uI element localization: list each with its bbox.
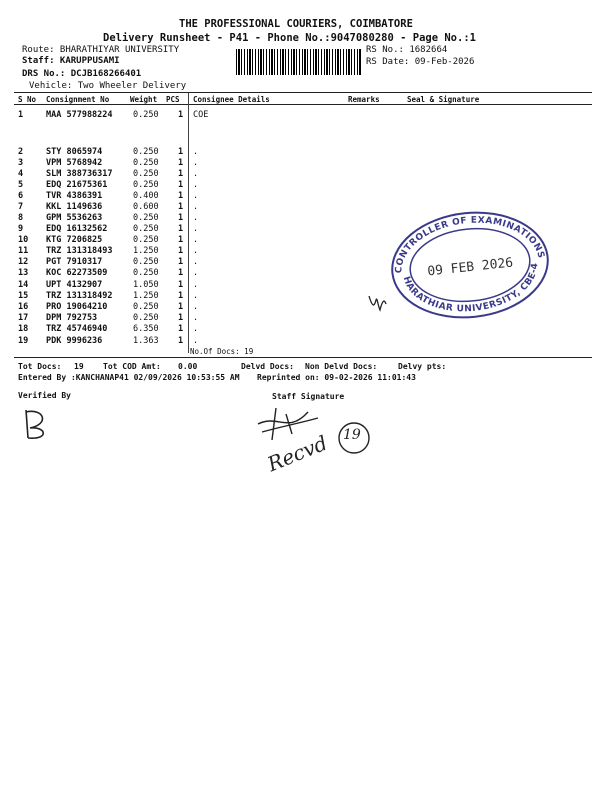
row-weight: 6.350 xyxy=(133,324,159,334)
table-row xyxy=(0,180,600,191)
row-weight: 1.250 xyxy=(133,291,159,301)
row-consignment: KOC 62273509 xyxy=(46,268,108,278)
row-sno: 7 xyxy=(18,202,24,212)
table-row xyxy=(0,191,600,202)
row-details: . xyxy=(193,191,199,201)
row-details: . xyxy=(193,257,199,267)
row-sno: 2 xyxy=(18,147,24,157)
stamp-date: 09 FEB 2026 xyxy=(426,255,514,280)
entered-by: Entered By :KANCHANAP41 02/09/2026 10:53:55 AM xyxy=(18,373,240,382)
row-pcs: 1 xyxy=(178,169,184,179)
drs-number: DRS No.: DCJB168266401 xyxy=(22,69,142,79)
row-weight: 0.250 xyxy=(133,313,159,323)
non-delvd-docs-label: Non Delvd Docs: xyxy=(305,362,378,371)
row-pcs: 1 xyxy=(178,291,184,301)
vehicle-label: Vehicle: Two Wheeler Delivery xyxy=(29,81,187,91)
row-weight: 1.050 xyxy=(133,280,159,290)
handwritten-count: 19 xyxy=(343,427,361,443)
table-row xyxy=(0,336,600,347)
row-weight: 0.250 xyxy=(133,110,159,120)
row-weight: 0.250 xyxy=(133,213,159,223)
row-details: COE xyxy=(193,110,209,120)
col-seal: Seal & Signature xyxy=(407,95,480,104)
row-consignment: MAA 577988224 xyxy=(46,110,113,120)
row-pcs: 1 xyxy=(178,280,184,290)
tot-docs-value: 19 xyxy=(74,362,84,371)
row-weight: 1.363 xyxy=(133,336,159,346)
row-sno: 15 xyxy=(18,291,29,301)
barcode xyxy=(236,49,362,75)
stamp-bottom-text: BHARATHIAR UNIVERSITY, CBE-46 xyxy=(400,262,541,315)
row-pcs: 1 xyxy=(178,180,184,190)
row-consignment: PRO 19064210 xyxy=(46,302,108,312)
row-pcs: 1 xyxy=(178,110,184,120)
row-weight: 0.250 xyxy=(133,180,159,190)
row-details: . xyxy=(193,224,199,234)
row-pcs: 1 xyxy=(178,257,184,267)
row-sno: 6 xyxy=(18,191,24,201)
row-weight: 1.250 xyxy=(133,246,159,256)
row-weight: 0.250 xyxy=(133,302,159,312)
row-pcs: 1 xyxy=(178,313,184,323)
row-sno: 17 xyxy=(18,313,29,323)
row-consignment: TRZ 131318493 xyxy=(46,246,113,256)
row-sno: 10 xyxy=(18,235,29,245)
tot-docs-label: Tot Docs: xyxy=(18,362,62,371)
row-pcs: 1 xyxy=(178,147,184,157)
row-details: . xyxy=(193,336,199,346)
row-pcs: 1 xyxy=(178,246,184,256)
row-consignment: PDK 9996236 xyxy=(46,336,103,346)
row-pcs: 1 xyxy=(178,213,184,223)
row-consignment: GPM 5536263 xyxy=(46,213,103,223)
row-details: . xyxy=(193,169,199,179)
col-sno: S No xyxy=(18,95,37,104)
row-pcs: 1 xyxy=(178,235,184,245)
row-details: . xyxy=(193,202,199,212)
row-sno: 5 xyxy=(18,180,24,190)
rs-number: RS No.: 1682664 xyxy=(366,45,448,55)
row-consignment: KKL 1149636 xyxy=(46,202,103,212)
row-sno: 4 xyxy=(18,169,24,179)
header-bottom-rule xyxy=(14,104,592,105)
row-details: . xyxy=(193,180,199,190)
row-weight: 0.250 xyxy=(133,158,159,168)
row-weight: 0.400 xyxy=(133,191,159,201)
row-consignment: DPM 792753 xyxy=(46,313,98,323)
row-consignment: EDQ 16132562 xyxy=(46,224,108,234)
col-consignee: Consignee Details xyxy=(193,95,270,104)
row-weight: 0.250 xyxy=(133,235,159,245)
row-details: . xyxy=(193,147,199,157)
row-pcs: 1 xyxy=(178,268,184,278)
row-weight: 0.250 xyxy=(133,268,159,278)
row-consignment: UPT 4132907 xyxy=(46,280,103,290)
row-consignment: TRZ 45746940 xyxy=(46,324,108,334)
row-weight: 0.250 xyxy=(133,257,159,267)
no-of-docs: No.Of Docs: 19 xyxy=(190,347,254,356)
row-sno: 14 xyxy=(18,280,29,290)
row-pcs: 1 xyxy=(178,224,184,234)
row-details: . xyxy=(193,302,199,312)
table-row xyxy=(0,169,600,180)
tot-cod-value: 0.00 xyxy=(178,362,198,371)
row-sno: 1 xyxy=(18,110,24,120)
row-weight: 0.250 xyxy=(133,224,159,234)
row-sno: 16 xyxy=(18,302,29,312)
handwritten-received: Recvd xyxy=(264,430,331,477)
row-pcs: 1 xyxy=(178,336,184,346)
row-sno: 13 xyxy=(18,268,29,278)
row-details: . xyxy=(193,280,199,290)
col-consignment: Consignment No xyxy=(46,95,110,104)
row-consignment: TVR 4386391 xyxy=(46,191,103,201)
row-weight: 0.250 xyxy=(133,169,159,179)
row-weight: 0.600 xyxy=(133,202,159,212)
row-sno: 9 xyxy=(18,224,24,234)
table-row xyxy=(0,158,600,169)
tot-cod-label: Tot COD Amt: xyxy=(103,362,161,371)
initials-scribble xyxy=(366,290,390,316)
row-sno: 12 xyxy=(18,257,29,267)
row-details: . xyxy=(193,246,199,256)
row-consignment: TRZ 131318492 xyxy=(46,291,113,301)
row-details: . xyxy=(193,313,199,323)
row-sno: 18 xyxy=(18,324,29,334)
runsheet-subtitle: Delivery Runsheet - P41 - Phone No.:9047080280 - Page No.:1 xyxy=(103,32,476,44)
table-bottom-rule xyxy=(14,357,592,358)
row-sno: 19 xyxy=(18,336,29,346)
row-pcs: 1 xyxy=(178,202,184,212)
verified-signature xyxy=(20,406,60,444)
rs-date: RS Date: 09-Feb-2026 xyxy=(366,57,475,67)
row-pcs: 1 xyxy=(178,324,184,334)
col-remarks: Remarks xyxy=(348,95,380,104)
row-consignment: PGT 7910317 xyxy=(46,257,103,267)
route-label: Route: BHARATHIYAR UNIVERSITY xyxy=(22,45,180,55)
staff-signature-label: Staff Signature xyxy=(272,392,345,401)
row-details: . xyxy=(193,213,199,223)
row-sno: 3 xyxy=(18,158,24,168)
row-consignment: EDQ 21675361 xyxy=(46,180,108,190)
row-consignment: SLM 388736317 xyxy=(46,169,113,179)
row-pcs: 1 xyxy=(178,302,184,312)
row-details: . xyxy=(193,235,199,245)
row-details: . xyxy=(193,158,199,168)
row-sno: 11 xyxy=(18,246,29,256)
row-details: . xyxy=(193,324,199,334)
col-pcs: PCS xyxy=(166,95,180,104)
row-consignment: VPM 5768942 xyxy=(46,158,103,168)
row-details: . xyxy=(193,268,199,278)
row-weight: 0.250 xyxy=(133,147,159,157)
col-weight: Weight xyxy=(130,95,158,104)
row-details: . xyxy=(193,291,199,301)
delvd-docs-label: Delvd Docs: xyxy=(241,362,294,371)
row-consignment: STY 8065974 xyxy=(46,147,103,157)
row-pcs: 1 xyxy=(178,191,184,201)
row-consignment: KTG 7206825 xyxy=(46,235,103,245)
table-row xyxy=(0,147,600,158)
staff-label: Staff: KARUPPUSAMI xyxy=(22,56,120,66)
company-title: THE PROFESSIONAL COURIERS, COIMBATORE xyxy=(179,18,413,30)
verified-by-label: Verified By xyxy=(18,391,71,400)
stamp-top-text: CONTROLLER OF EXAMINATIONS xyxy=(394,215,546,274)
table-row xyxy=(0,324,600,335)
table-row xyxy=(0,110,600,121)
row-pcs: 1 xyxy=(178,158,184,168)
row-sno: 8 xyxy=(18,213,24,223)
reprinted-on: Reprinted on: 09-02-2026 11:01:43 xyxy=(257,373,416,382)
delvy-pts-label: Delvy pts: xyxy=(398,362,447,371)
header-top-rule xyxy=(14,92,592,93)
university-stamp xyxy=(385,205,555,325)
